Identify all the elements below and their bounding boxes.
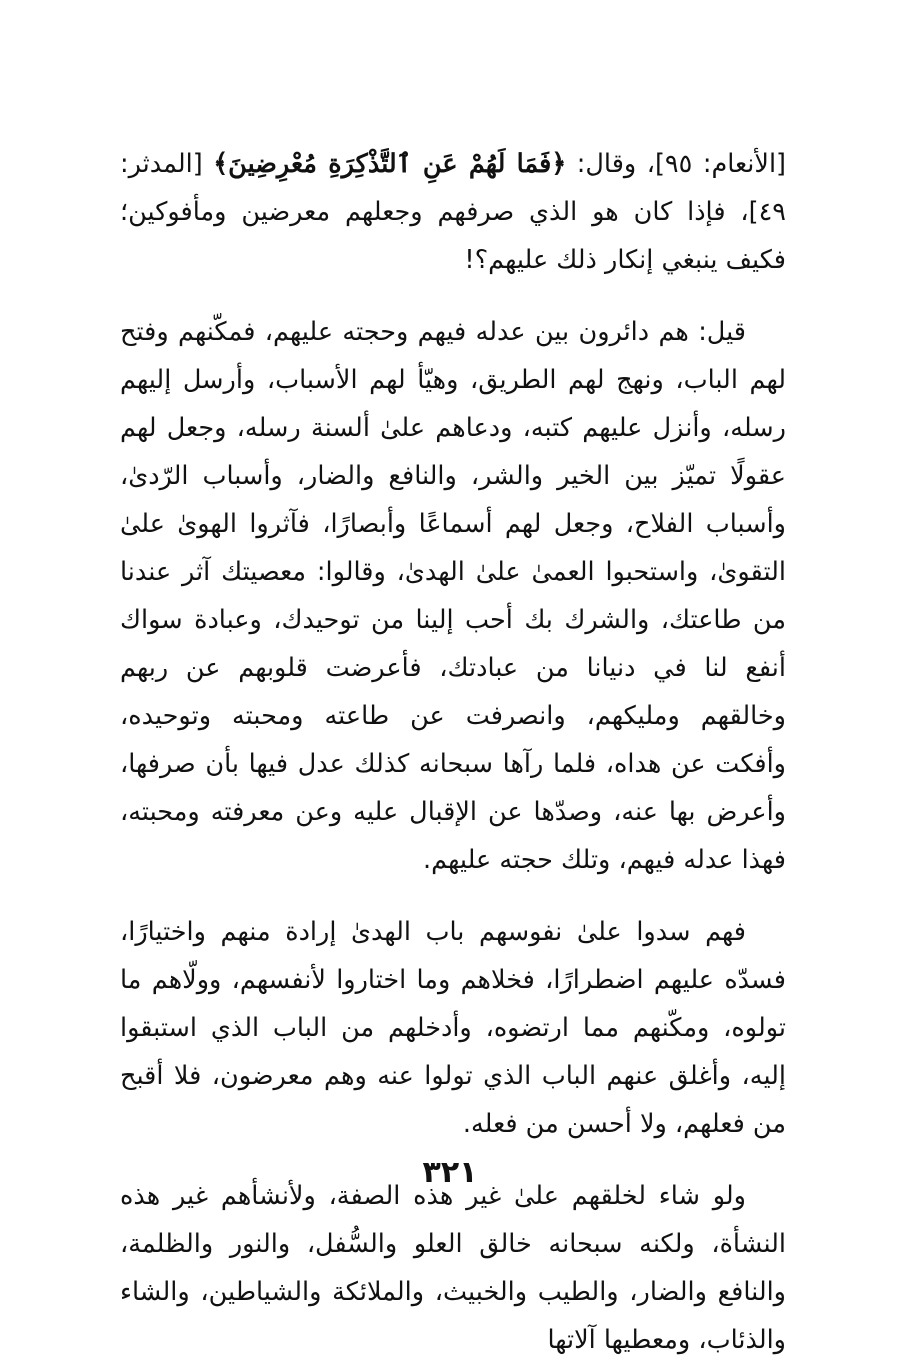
quran-verse: ﴿فَمَا لَهُمْ عَنِ ٱلتَّذْكِرَةِ مُعْرِضِينَ﴾ xyxy=(213,149,567,179)
paragraph-1 xyxy=(120,140,786,284)
paragraph-1-lead: [الأنعام: ٩٥]، وقال: xyxy=(566,149,786,179)
paragraph-4: ولو شاء لخلقهم علىٰ غير هذه الصفة، ولأنشأهم غير هذه النشأة، ولكنه سبحانه خالق العلو والسُّفل، والنور والظلمة، والنافع والضار، والطيب والخبيث، والملائكة والشياطين، والشاء والذئاب، ومعطيها آلاتها xyxy=(120,1181,786,1355)
page-number: ٣٢١ xyxy=(422,1155,478,1190)
paragraph-1-rest: [المدثر: ٤٩]، فإذا كان هو الذي صرفهم وجعلهم معرضين ومأفوكين؛ فكيف ينبغي إنكار ذلك عليهم؟! xyxy=(120,149,786,275)
paragraph-2: قيل: هم دائرون بين عدله فيهم وحجته عليهم، فمكّنهم وفتح لهم الباب، ونهج لهم الطريق، وهيّأ لهم الأسباب، وأرسل إليهم رسله، وأنزل عليهم كتبه، ودعاهم علىٰ ألسنة رسله، وجعل لهم عقولًا تميّز بين الخير والشر، والنافع والضار، وأسباب الرّدىٰ، وأسباب الفلاح، وجعل لهم أسماعًا وأبصارًا، فآثروا الهوىٰ علىٰ التقوىٰ، واستحبوا العمىٰ علىٰ الهدىٰ، وقالوا: معصيتك آثر عندنا من طاعتك، والشرك بك أحب إلينا من توحيدك، وعبادة سواك أنفع لنا في دنيانا من عبادتك، فأعرضت قلوبهم عن ربهم وخالقهم ومليكهم، وانصرفت عن طاعته ومحبته وتوحيده، وأفكت عن هداه، فلما رآها سبحانه كذلك عدل فيها بأن صرفها، وأعرض بها عنه، وصدّها عن الإقبال عليه وعن معرفته ومحبته، فهذا عدله فيهم، وتلك حجته عليهم. xyxy=(120,317,786,875)
paragraph-3: فهم سدوا علىٰ نفوسهم باب الهدىٰ إرادة منهم واختيارًا، فسدّه عليهم اضطرارًا، فخلاهم وما اختاروا لأنفسهم، وولّاهم ما تولوه، ومكّنهم مما ارتضوه، وأدخلهم من الباب الذي استبقوا إليه، وأغلق عنهم الباب الذي تولوا عنه وهم معرضون، فلا أقبح من فعلهم، ولا أحسن من فعله. xyxy=(120,917,786,1139)
